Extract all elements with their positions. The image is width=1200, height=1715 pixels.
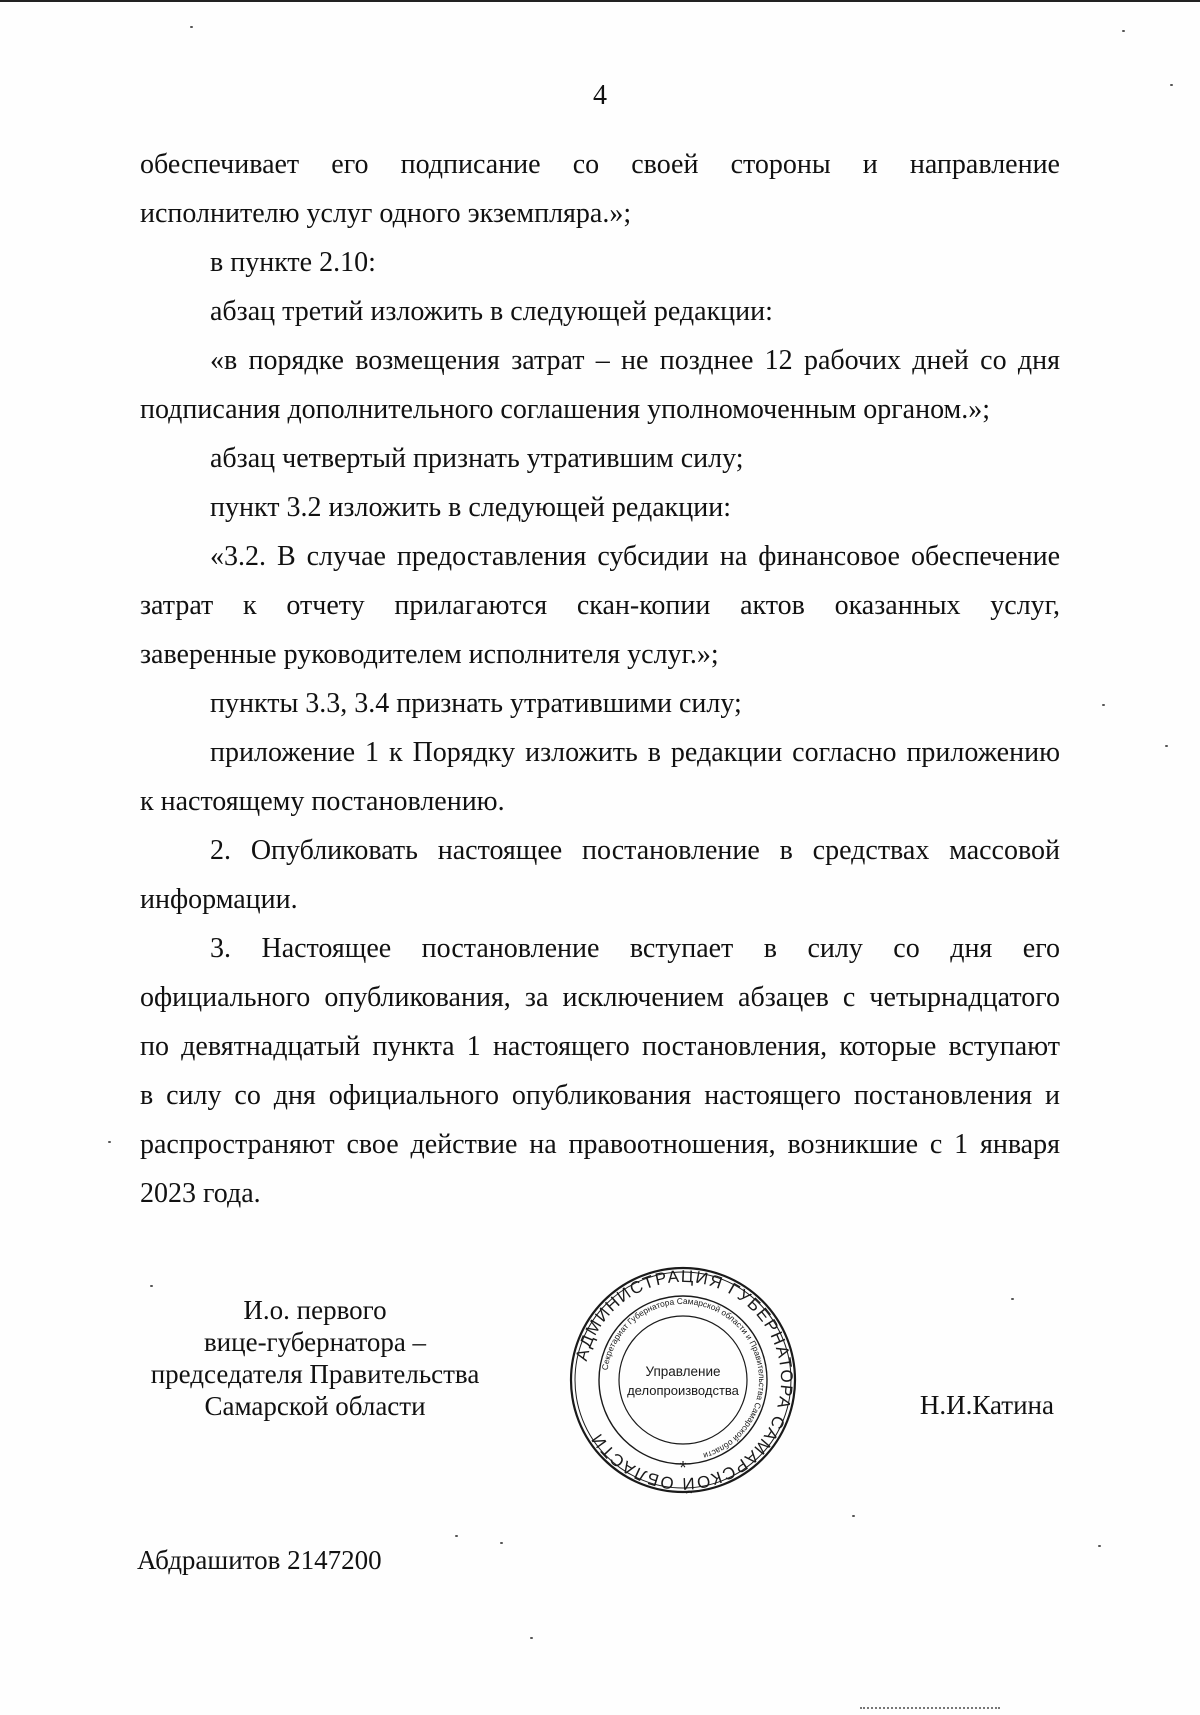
scan-speck bbox=[455, 1535, 458, 1537]
paragraph-line: «в порядке возмещения затрат – не позднее 12 рабочих дней со дня bbox=[210, 345, 1060, 376]
paragraph-line: затрат к отчету прилагаются скан-копии актов оказанных услуг, bbox=[140, 590, 1060, 621]
paragraph-line: официального опубликования, за исключением абзацев с четырнадцатого bbox=[140, 982, 1060, 1013]
scan-bottom-edge bbox=[860, 1707, 1000, 1711]
official-seal-stamp bbox=[567, 1264, 799, 1496]
paragraph-line: 2023 года. bbox=[140, 1178, 261, 1209]
stamp-inner-text: Секретариат Губернатора Самарской области и Правительства Самарской области bbox=[599, 1295, 768, 1462]
page-number: 4 bbox=[593, 80, 607, 111]
scan-speck bbox=[1122, 30, 1125, 32]
paragraph-line: 3. Настоящее постановление вступает в силу со дня его bbox=[210, 933, 1060, 964]
paragraph-line: заверенные руководителем исполнителя услуг.»; bbox=[140, 639, 719, 670]
scan-speck bbox=[1011, 1298, 1014, 1300]
scan-speck bbox=[108, 1141, 111, 1143]
paragraph: пункт 3.2 изложить в следующей редакции: bbox=[210, 492, 731, 523]
stamp-star-icon: * bbox=[679, 1458, 687, 1478]
scan-speck bbox=[150, 1285, 153, 1287]
paragraph-line: 2. Опубликовать настоящее постановление в средствах массовой bbox=[210, 835, 1060, 866]
scan-speck bbox=[852, 1515, 855, 1517]
signer-name: Н.И.Катина bbox=[919, 1390, 1054, 1420]
signatory-title-line: вице-губернатора – bbox=[203, 1327, 427, 1357]
scan-speck bbox=[1098, 1545, 1101, 1547]
scan-speck bbox=[530, 1637, 533, 1639]
paragraph: в пункте 2.10: bbox=[210, 247, 376, 278]
paragraph-line: распространяют свое действие на правоотношения, возникшие с 1 января bbox=[140, 1129, 1060, 1160]
paragraph-line: информации. bbox=[140, 884, 298, 915]
paragraph-line: приложение 1 к Порядку изложить в редакции согласно приложению bbox=[210, 737, 1060, 768]
signatory-title bbox=[140, 1294, 490, 1422]
scan-speck bbox=[1170, 84, 1173, 86]
signatory-title-line: Самарской области bbox=[204, 1391, 426, 1421]
paragraph-line: обеспечивает его подписание со своей стороны и направление bbox=[140, 149, 1060, 180]
scan-speck bbox=[1165, 745, 1168, 747]
paragraph: пункты 3.3, 3.4 признать утратившими силу; bbox=[210, 688, 742, 719]
paragraph-line: к настоящему постановлению. bbox=[140, 786, 505, 817]
paragraph-line: подписания дополнительного соглашения уполномоченным органом.»; bbox=[140, 394, 991, 425]
paragraph-line: «3.2. В случае предоставления субсидии на финансовое обеспечение bbox=[210, 541, 1060, 572]
document-body bbox=[140, 140, 1060, 1218]
scan-speck bbox=[190, 26, 193, 28]
executor-info: Абдрашитов 2147200 bbox=[137, 1545, 382, 1575]
scan-top-edge bbox=[0, 0, 1200, 2]
scan-speck bbox=[500, 1542, 503, 1544]
paragraph-line: в силу со дня официального опубликования настоящего постановления и bbox=[140, 1080, 1060, 1111]
stamp-center-line: делопроизводства bbox=[627, 1383, 739, 1398]
paragraph-line: по девятнадцатый пункта 1 настоящего постановления, которые вступают bbox=[140, 1031, 1060, 1062]
paragraph: абзац четвертый признать утратившим силу; bbox=[210, 443, 744, 474]
paragraph: абзац третий изложить в следующей редакции: bbox=[210, 296, 773, 327]
signatory-title-line: председателя Правительства bbox=[150, 1359, 480, 1389]
scan-speck bbox=[1102, 704, 1105, 706]
signatory-title-line: И.о. первого bbox=[243, 1295, 387, 1325]
stamp-outer-text: АДМИНИСТРАЦИЯ ГУБЕРНАТОРА САМАРСКОЙ ОБЛАСТИ bbox=[571, 1266, 797, 1494]
stamp-center-line: Управление bbox=[645, 1364, 721, 1379]
paragraph-line: исполнителю услуг одного экземпляра.»; bbox=[140, 198, 632, 229]
